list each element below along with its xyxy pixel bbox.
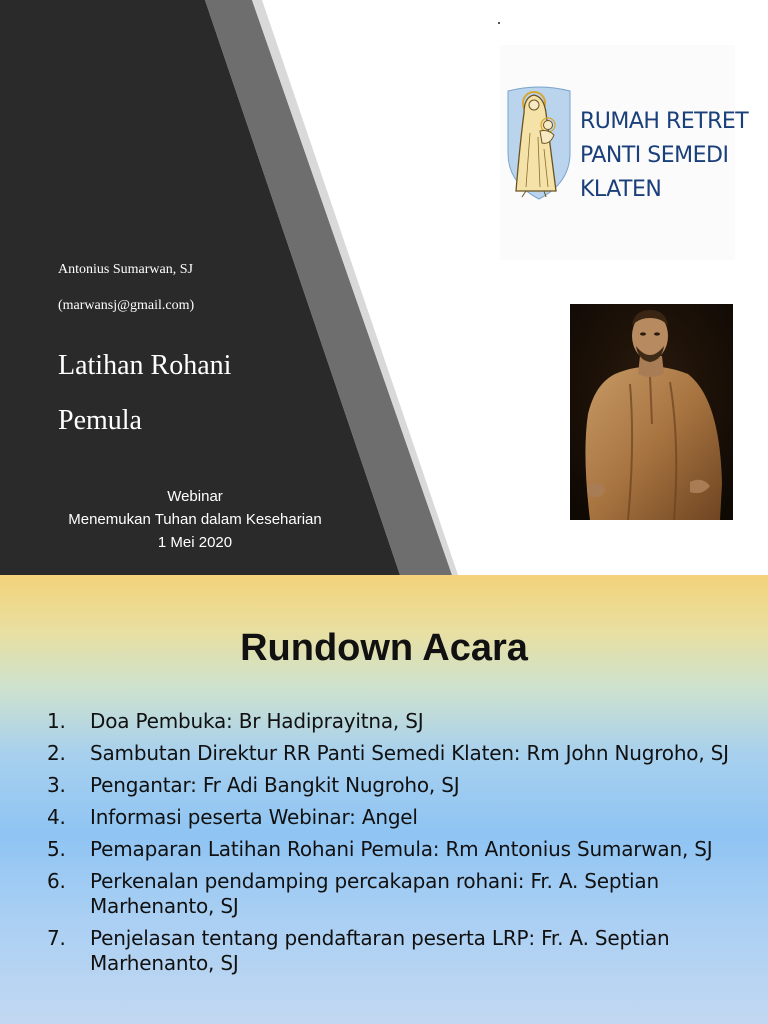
logo-line3: KLATEN	[580, 177, 662, 202]
slide-title-line2: Pemula	[58, 405, 142, 436]
logo-text	[580, 105, 748, 207]
list-text: Doa Pembuka: Br Hadiprayitna, SJ	[90, 709, 424, 733]
logo-line2: PANTI SEMEDI	[580, 143, 729, 168]
list-number: 7.	[47, 926, 66, 950]
list-text: Perkenalan pendamping percakapan rohani: Fr. A. Septian Marhenanto, SJ	[90, 869, 659, 918]
logo-line1: RUMAH RETRET	[580, 109, 749, 134]
event-info	[40, 485, 350, 554]
author-email: (marwansj@gmail.com)	[58, 298, 195, 313]
rundown-title: Rundown Acara	[240, 627, 528, 669]
list-text: Informasi peserta Webinar: Angel	[90, 805, 418, 829]
virgin-mary-and-child-icon	[504, 83, 574, 201]
list-item	[0, 805, 768, 830]
rundown-list	[0, 709, 768, 983]
list-text: Penjelasan tentang pendaftaran peserta LRP: Fr. A. Septian Marhenanto, SJ	[90, 926, 670, 975]
list-item	[0, 869, 768, 919]
list-number: 4.	[47, 805, 66, 829]
list-number: 5.	[47, 837, 66, 861]
stray-dot	[498, 22, 500, 24]
list-item	[0, 709, 768, 734]
list-item	[0, 837, 768, 862]
list-item	[0, 926, 768, 976]
list-text: Pemaparan Latihan Rohani Pemula: Rm Antonius Sumarwan, SJ	[90, 837, 713, 861]
event-date: 1 Mei 2020	[157, 534, 233, 551]
saint-portrait-image	[570, 304, 733, 520]
slide-title-line1: Latihan Rohani	[58, 350, 232, 381]
list-number: 1.	[47, 709, 66, 733]
list-number: 2.	[47, 741, 66, 765]
list-text: Sambutan Direktur RR Panti Semedi Klaten: Rm John Nugroho, SJ	[90, 741, 729, 765]
rundown-slide	[0, 575, 768, 1024]
event-name: Menemukan Tuhan dalam Keseharian	[68, 511, 322, 528]
list-item	[0, 773, 768, 798]
author-name: Antonius Sumarwan, SJ	[58, 262, 193, 277]
list-text: Pengantar: Fr Adi Bangkit Nugroho, SJ	[90, 773, 460, 797]
retreat-house-logo	[500, 45, 749, 260]
list-number: 3.	[47, 773, 66, 797]
event-type: Webinar	[167, 488, 223, 505]
list-number: 6.	[47, 869, 66, 893]
list-item	[0, 741, 768, 766]
